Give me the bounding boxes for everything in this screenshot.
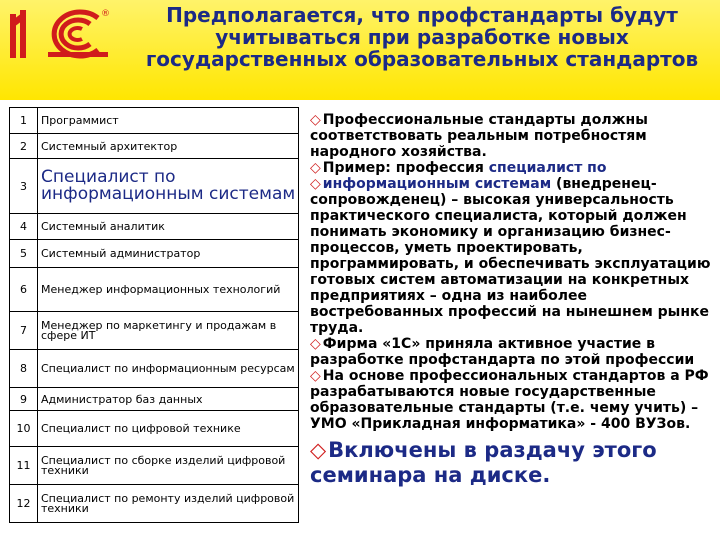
highlight-text: специалист по (488, 160, 607, 176)
bullet-text: На основе профессиональных стандартов а РФ разрабатываются новые государственные образовательные стандарты (т.е. чему учить) – УМО «Прикладная информатика» - 400 ВУЗов. (310, 368, 709, 432)
profession-name: Специалист по ремонту изделий цифровой техники (38, 485, 299, 523)
table-row (10, 240, 299, 268)
diamond-icon: ◇ (310, 160, 321, 176)
row-number: 12 (10, 485, 38, 523)
professions-table (9, 107, 299, 523)
row-number: 8 (10, 350, 38, 388)
row-number: 2 (10, 134, 38, 159)
row-number: 6 (10, 268, 38, 312)
row-number: 11 (10, 447, 38, 485)
row-number: 10 (10, 411, 38, 447)
table-row (10, 388, 299, 411)
bullet-text: Пример: профессия (322, 160, 489, 176)
bullet-text: (внедренец-сопровожденец) – высокая универсальность практического специалиста, который должен понимать экономику и организацию бизнес-процессов, уметь проектировать, программировать, и обеспечивать эксплуатацию готовых систем автоматизации на конкретных предприятиях – одна из наиболее востребованных профессий на нынешнем рынке труда. (310, 176, 711, 336)
profession-name: Специалист по цифровой технике (38, 411, 299, 447)
description-text (310, 112, 714, 488)
profession-name: Системный аналитик (38, 214, 299, 240)
profession-name: Специалист по сборке изделий цифровой техники (38, 447, 299, 485)
diamond-icon: ◇ (310, 438, 327, 462)
profession-name: Программист (38, 108, 299, 134)
registered-mark: ® (101, 9, 110, 19)
profession-name: Специалист по информационным ресурсам (38, 350, 299, 388)
table-row (10, 214, 299, 240)
diamond-icon: ◇ (310, 336, 321, 352)
profession-name: Администратор баз данных (38, 388, 299, 411)
table-row (10, 108, 299, 134)
table-row (10, 411, 299, 447)
table-row (10, 159, 299, 214)
row-number: 9 (10, 388, 38, 411)
table-row (10, 350, 299, 388)
table-row (10, 268, 299, 312)
profession-name: Специалист по информационным системам (38, 159, 299, 214)
bullet-text: Профессиональные стандарты должны соответствовать реальным потребностям народного хозяйства. (310, 112, 648, 160)
table-row (10, 312, 299, 350)
bullet-paragraph (310, 160, 714, 176)
profession-name: Системный архитектор (38, 134, 299, 159)
bullet-paragraph (310, 112, 714, 160)
row-number: 1 (10, 108, 38, 134)
diamond-icon: ◇ (310, 368, 321, 384)
table-row (10, 447, 299, 485)
final-text: Включены в раздачу этого семинара на диске. (310, 438, 657, 487)
bullet-text: Фирма «1С» приняла активное участие в разработке профстандарта по этой профессии (310, 336, 695, 368)
table-row (10, 134, 299, 159)
final-note (310, 438, 714, 488)
row-number: 3 (10, 159, 38, 214)
profession-name: Системный администратор (38, 240, 299, 268)
logo-1c-icon (6, 4, 118, 62)
profession-name: Менеджер информационных технологий (38, 268, 299, 312)
logo-1c (6, 4, 118, 62)
page-title: Предполагается, что профстандарты будут учитываться при разработке новых государственных образовательных стандартов (145, 3, 699, 71)
table-row (10, 485, 299, 523)
bullet-paragraph (310, 176, 714, 336)
bullet-paragraph (310, 336, 714, 368)
bullet-paragraph (310, 368, 714, 432)
highlight-text: информационным системам (322, 176, 552, 192)
row-number: 4 (10, 214, 38, 240)
profession-name: Менеджер по маркетингу и продажам в сфере ИТ (38, 312, 299, 350)
row-number: 7 (10, 312, 38, 350)
diamond-icon: ◇ (310, 176, 321, 192)
header-band (0, 0, 720, 100)
diamond-icon: ◇ (310, 112, 321, 128)
row-number: 5 (10, 240, 38, 268)
